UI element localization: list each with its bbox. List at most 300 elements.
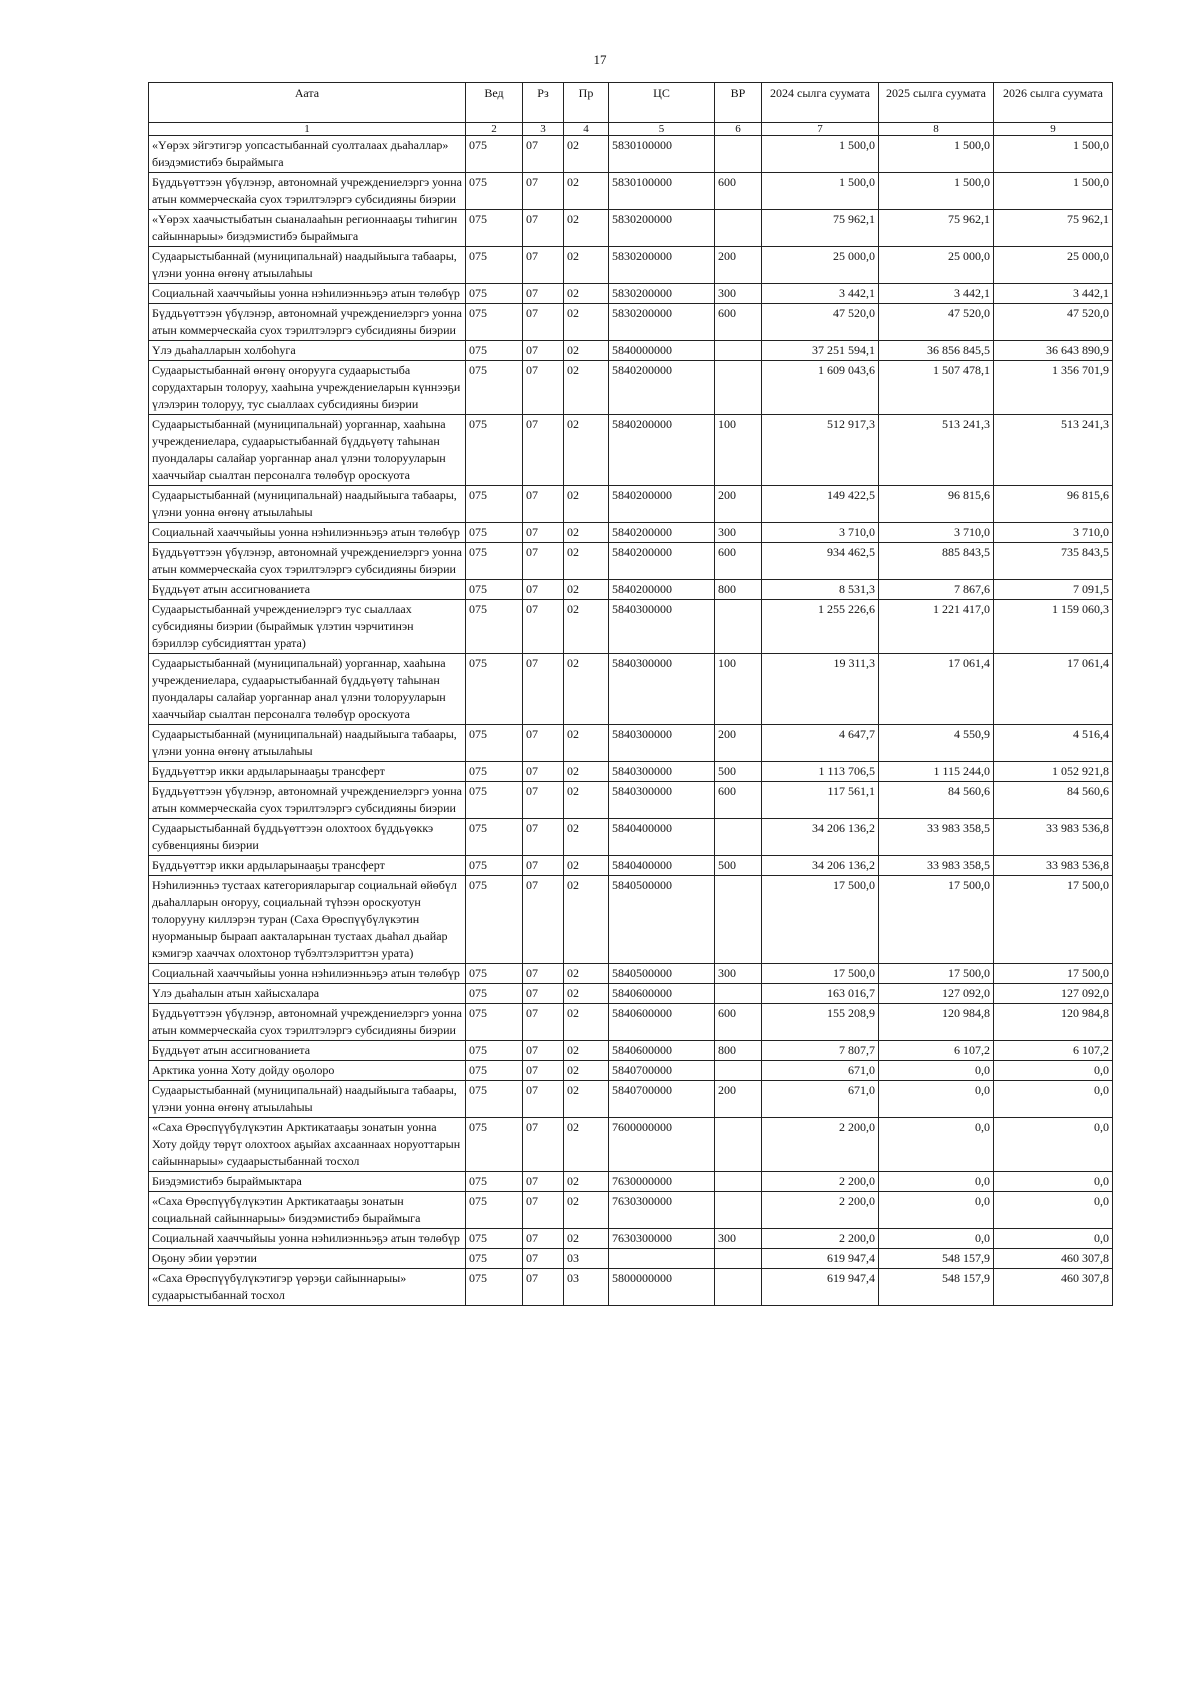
- row-ved: 075: [466, 284, 523, 304]
- row-amount-2024: 155 208,9: [762, 1004, 879, 1041]
- table-row: [149, 819, 1113, 856]
- row-pr: 02: [564, 361, 609, 415]
- row-vr: 600: [715, 173, 762, 210]
- row-vr: 200: [715, 486, 762, 523]
- row-vr: [715, 1269, 762, 1306]
- row-pr: 02: [564, 543, 609, 580]
- row-vr: 300: [715, 523, 762, 543]
- row-cs: 5840700000: [609, 1081, 715, 1118]
- row-name: Үлэ дьаһалларын холбоһуга: [149, 341, 466, 361]
- row-amount-2026: 3 710,0: [994, 523, 1113, 543]
- row-pr: 02: [564, 1118, 609, 1172]
- row-name: Судаарыстыбаннай (муниципальнай) уорганнар, хааһына учреждениелара, судаарыстыбаннай бүддьүөтү таһынан пуондалары салайар уорганнар анал үлэни толорууларын хааччыйар сыалтан персоналга төлөбүр ороскуота: [149, 654, 466, 725]
- row-amount-2024: 2 200,0: [762, 1118, 879, 1172]
- row-ved: 075: [466, 1041, 523, 1061]
- row-amount-2026: 7 091,5: [994, 580, 1113, 600]
- table-row: [149, 284, 1113, 304]
- row-ved: 075: [466, 1118, 523, 1172]
- row-rz: 07: [523, 361, 564, 415]
- row-rz: 07: [523, 341, 564, 361]
- row-name: Судаарыстыбаннай учреждениелэргэ тус сыаллаах субсидияны биэрии (быраймык үлэтин чэрчитинэн бэриллэр субсидияттан урата): [149, 600, 466, 654]
- row-name: Бүддьүөттээн үбүлэнэр, автономнай учреждениелэргэ уонна атын коммерческайа суох тэрилтэлэргэ субсидияны биэрии: [149, 1004, 466, 1041]
- row-vr: 500: [715, 856, 762, 876]
- row-vr: [715, 136, 762, 173]
- row-amount-2024: 163 016,7: [762, 984, 879, 1004]
- row-rz: 07: [523, 1061, 564, 1081]
- row-rz: 07: [523, 486, 564, 523]
- row-ved: 075: [466, 819, 523, 856]
- row-name: Судаарыстыбаннай (муниципальнай) наадыйыыга табаары, үлэни уонна өҥөнү атыылаһыы: [149, 247, 466, 284]
- row-vr: [715, 1172, 762, 1192]
- row-cs: 5840600000: [609, 1041, 715, 1061]
- table-row: [149, 543, 1113, 580]
- row-ved: 075: [466, 173, 523, 210]
- row-rz: 07: [523, 1192, 564, 1229]
- row-rz: 07: [523, 1249, 564, 1269]
- row-vr: [715, 341, 762, 361]
- header-pr: Пр: [564, 83, 609, 123]
- table-row: [149, 1061, 1113, 1081]
- row-ved: 075: [466, 341, 523, 361]
- page-number: 17: [593, 52, 607, 67]
- row-vr: [715, 819, 762, 856]
- row-ved: 075: [466, 1004, 523, 1041]
- row-amount-2026: 84 560,6: [994, 782, 1113, 819]
- row-ved: 075: [466, 856, 523, 876]
- row-rz: 07: [523, 600, 564, 654]
- row-amount-2026: 75 962,1: [994, 210, 1113, 247]
- column-number: 1: [149, 123, 466, 136]
- row-amount-2026: 1 052 921,8: [994, 762, 1113, 782]
- row-pr: 02: [564, 1192, 609, 1229]
- row-name: Судаарыстыбаннай бүддьүөттээн олохтоох бүддьүөккэ субвенцияны биэрии: [149, 819, 466, 856]
- row-amount-2024: 2 200,0: [762, 1172, 879, 1192]
- row-amount-2024: 2 200,0: [762, 1192, 879, 1229]
- row-name: Нэһилиэнньэ тустаах категорияларыгар социальнай өйөбүл дьаһалларын оҥоруу, социальнай түһээн ороскуотун толорууну киллэрэн туран (Саха Өрөспүүбүлүкэтин нуорманыыр быраап аакталарынан тустаах дьаһал дьайар кэмигэр хааччах олохтонор түбэлтэлэриттэн урата): [149, 876, 466, 964]
- row-cs: 5840200000: [609, 415, 715, 486]
- row-amount-2026: 0,0: [994, 1081, 1113, 1118]
- row-name: Оҕону эбии үөрэтии: [149, 1249, 466, 1269]
- row-cs: 5830100000: [609, 173, 715, 210]
- table-row: [149, 1229, 1113, 1249]
- row-amount-2024: 17 500,0: [762, 876, 879, 964]
- row-vr: [715, 210, 762, 247]
- row-pr: 03: [564, 1269, 609, 1306]
- header-name: Аата: [149, 83, 466, 123]
- column-number: 8: [879, 123, 994, 136]
- row-amount-2026: 735 843,5: [994, 543, 1113, 580]
- row-name: Социальнай хааччыйыы уонна нэһилиэнньэҕэ атын төлөбүр: [149, 523, 466, 543]
- row-amount-2024: 3 442,1: [762, 284, 879, 304]
- row-amount-2025: 0,0: [879, 1118, 994, 1172]
- table-row: [149, 580, 1113, 600]
- row-pr: 02: [564, 654, 609, 725]
- row-amount-2025: 96 815,6: [879, 486, 994, 523]
- row-pr: 02: [564, 964, 609, 984]
- row-amount-2026: 460 307,8: [994, 1249, 1113, 1269]
- row-amount-2024: 34 206 136,2: [762, 819, 879, 856]
- table-row: [149, 341, 1113, 361]
- row-name: Судаарыстыбаннай (муниципальнай) наадыйыыга табаары, үлэни уонна өҥөнү атыылаһыы: [149, 486, 466, 523]
- row-pr: 02: [564, 1004, 609, 1041]
- row-amount-2024: 19 311,3: [762, 654, 879, 725]
- row-pr: 02: [564, 876, 609, 964]
- table-row: [149, 856, 1113, 876]
- row-ved: 075: [466, 210, 523, 247]
- row-cs: 5840600000: [609, 1004, 715, 1041]
- table-row: [149, 654, 1113, 725]
- row-name: Бүддьүөттээн үбүлэнэр, автономнай учреждениелэргэ уонна атын коммерческайа суох тэрилтэлэргэ субсидияны биэрии: [149, 782, 466, 819]
- row-amount-2026: 33 983 536,8: [994, 819, 1113, 856]
- row-amount-2025: 1 500,0: [879, 136, 994, 173]
- row-ved: 075: [466, 361, 523, 415]
- row-amount-2025: 25 000,0: [879, 247, 994, 284]
- row-name: Бүддьүөттээн үбүлэнэр, автономнай учреждениелэргэ уонна атын коммерческайа суох тэрилтэлэргэ субсидияны биэрии: [149, 543, 466, 580]
- row-rz: 07: [523, 1172, 564, 1192]
- row-vr: 600: [715, 1004, 762, 1041]
- row-rz: 07: [523, 1269, 564, 1306]
- table-row: [149, 876, 1113, 964]
- row-amount-2025: 47 520,0: [879, 304, 994, 341]
- table-row: [149, 304, 1113, 341]
- row-cs: 5840300000: [609, 600, 715, 654]
- row-ved: 075: [466, 600, 523, 654]
- row-rz: 07: [523, 136, 564, 173]
- row-amount-2024: 1 255 226,6: [762, 600, 879, 654]
- row-name: «Саха Өрөспүүбүлүкэтин Арктикатааҕы зонатын уонна Хоту дойду төрүт олохтоох аҕыйах ахсааннаах норуоттарын сайыннарыы» судаарыстыбаннай тосхол: [149, 1118, 466, 1172]
- row-vr: [715, 1249, 762, 1269]
- row-ved: 075: [466, 964, 523, 984]
- row-cs: 5840400000: [609, 856, 715, 876]
- row-pr: 02: [564, 415, 609, 486]
- row-pr: 02: [564, 856, 609, 876]
- row-ved: 075: [466, 762, 523, 782]
- row-rz: 07: [523, 654, 564, 725]
- row-name: «Саха Өрөспүүбүлүкэтигэр үөрэҕи сайыннарыы» судаарыстыбаннай тосхол: [149, 1269, 466, 1306]
- row-amount-2025: 548 157,9: [879, 1249, 994, 1269]
- row-rz: 07: [523, 580, 564, 600]
- row-amount-2025: 0,0: [879, 1061, 994, 1081]
- row-rz: 07: [523, 173, 564, 210]
- row-name: Социальнай хааччыйыы уонна нэһилиэнньэҕэ атын төлөбүр: [149, 1229, 466, 1249]
- table-row: [149, 762, 1113, 782]
- row-cs: 7630300000: [609, 1229, 715, 1249]
- row-amount-2025: 17 500,0: [879, 876, 994, 964]
- row-amount-2026: 17 061,4: [994, 654, 1113, 725]
- row-cs: 5840200000: [609, 523, 715, 543]
- row-ved: 075: [466, 1061, 523, 1081]
- row-vr: 100: [715, 654, 762, 725]
- row-cs: 5840600000: [609, 984, 715, 1004]
- row-ved: 075: [466, 1192, 523, 1229]
- row-amount-2026: 36 643 890,9: [994, 341, 1113, 361]
- row-rz: 07: [523, 415, 564, 486]
- row-cs: 5840200000: [609, 543, 715, 580]
- row-amount-2024: 619 947,4: [762, 1249, 879, 1269]
- table-row: [149, 964, 1113, 984]
- row-amount-2024: 25 000,0: [762, 247, 879, 284]
- row-rz: 07: [523, 1118, 564, 1172]
- row-amount-2025: 6 107,2: [879, 1041, 994, 1061]
- table-row: [149, 782, 1113, 819]
- row-amount-2026: 0,0: [994, 1229, 1113, 1249]
- row-amount-2025: 7 867,6: [879, 580, 994, 600]
- row-amount-2026: 0,0: [994, 1061, 1113, 1081]
- row-amount-2025: 0,0: [879, 1172, 994, 1192]
- table-row: [149, 136, 1113, 173]
- row-cs: 7630000000: [609, 1172, 715, 1192]
- row-ved: 075: [466, 136, 523, 173]
- row-amount-2026: 25 000,0: [994, 247, 1113, 284]
- row-amount-2024: 47 520,0: [762, 304, 879, 341]
- table-row: [149, 600, 1113, 654]
- row-amount-2026: 513 241,3: [994, 415, 1113, 486]
- row-rz: 07: [523, 284, 564, 304]
- row-pr: 02: [564, 210, 609, 247]
- row-ved: 075: [466, 580, 523, 600]
- row-ved: 075: [466, 654, 523, 725]
- row-amount-2025: 3 442,1: [879, 284, 994, 304]
- row-amount-2024: 2 200,0: [762, 1229, 879, 1249]
- row-pr: 02: [564, 523, 609, 543]
- table-row: [149, 1118, 1113, 1172]
- row-name: Биэдэмистибэ быраймыктара: [149, 1172, 466, 1192]
- column-number: 6: [715, 123, 762, 136]
- row-pr: 02: [564, 819, 609, 856]
- row-amount-2024: 8 531,3: [762, 580, 879, 600]
- row-name: Судаарыстыбаннай (муниципальнай) наадыйыыга табаары, үлэни уонна өҥөнү атыылаһыы: [149, 1081, 466, 1118]
- row-amount-2026: 6 107,2: [994, 1041, 1113, 1061]
- row-amount-2026: 4 516,4: [994, 725, 1113, 762]
- table-row: [149, 415, 1113, 486]
- row-amount-2026: 96 815,6: [994, 486, 1113, 523]
- row-amount-2024: 1 500,0: [762, 136, 879, 173]
- row-ved: 075: [466, 876, 523, 964]
- row-vr: 200: [715, 247, 762, 284]
- row-rz: 07: [523, 304, 564, 341]
- row-amount-2026: 0,0: [994, 1192, 1113, 1229]
- row-amount-2025: 120 984,8: [879, 1004, 994, 1041]
- row-amount-2024: 75 962,1: [762, 210, 879, 247]
- row-vr: 300: [715, 1229, 762, 1249]
- row-ved: 075: [466, 1229, 523, 1249]
- row-amount-2026: 1 159 060,3: [994, 600, 1113, 654]
- row-pr: 02: [564, 284, 609, 304]
- row-pr: 02: [564, 486, 609, 523]
- row-vr: [715, 361, 762, 415]
- row-vr: 300: [715, 284, 762, 304]
- row-amount-2024: 117 561,1: [762, 782, 879, 819]
- row-vr: 300: [715, 964, 762, 984]
- column-number: 5: [609, 123, 715, 136]
- row-amount-2026: 460 307,8: [994, 1269, 1113, 1306]
- row-rz: 07: [523, 523, 564, 543]
- row-amount-2026: 120 984,8: [994, 1004, 1113, 1041]
- row-pr: 02: [564, 580, 609, 600]
- row-pr: 02: [564, 1041, 609, 1061]
- row-cs: 5830200000: [609, 247, 715, 284]
- table-row: [149, 173, 1113, 210]
- row-name: «Үөрэх хаачыстыбатын сыаналааһын регионнааҕы тиһигин сайыннарыы» биэдэмистибэ быраймыга: [149, 210, 466, 247]
- row-amount-2024: 149 422,5: [762, 486, 879, 523]
- table-row: [149, 1004, 1113, 1041]
- row-rz: 07: [523, 762, 564, 782]
- row-vr: [715, 600, 762, 654]
- row-rz: 07: [523, 984, 564, 1004]
- row-amount-2024: 1 113 706,5: [762, 762, 879, 782]
- row-amount-2026: 1 500,0: [994, 173, 1113, 210]
- row-rz: 07: [523, 1229, 564, 1249]
- row-amount-2026: 1 356 701,9: [994, 361, 1113, 415]
- row-amount-2026: 17 500,0: [994, 876, 1113, 964]
- row-rz: 07: [523, 725, 564, 762]
- row-name: «Үөрэх эйгэтигэр уопсастыбаннай суолталаах дьаһаллар» биэдэмистибэ быраймыга: [149, 136, 466, 173]
- table-row: [149, 1249, 1113, 1269]
- row-ved: 075: [466, 1172, 523, 1192]
- row-name: Бүддьүөттэр икки ардыларынааҕы трансферт: [149, 762, 466, 782]
- row-rz: 07: [523, 1081, 564, 1118]
- row-ved: 075: [466, 782, 523, 819]
- row-cs: 7630300000: [609, 1192, 715, 1229]
- table-row: [149, 1192, 1113, 1229]
- row-amount-2025: 127 092,0: [879, 984, 994, 1004]
- row-name: Социальнай хааччыйыы уонна нэһилиэнньэҕэ атын төлөбүр: [149, 964, 466, 984]
- row-name: Судаарыстыбаннай өҥөнү оҥорууга судаарыстыба сорудахтарын толоруу, хааһына учреждениеларын күннээҕи үлэлэрин толоруу, тус сыаллаах субсидияны биэрии: [149, 361, 466, 415]
- row-amount-2024: 512 917,3: [762, 415, 879, 486]
- row-cs: 5840400000: [609, 819, 715, 856]
- row-pr: 02: [564, 341, 609, 361]
- row-ved: 075: [466, 523, 523, 543]
- row-cs: 5840200000: [609, 580, 715, 600]
- row-amount-2025: 885 843,5: [879, 543, 994, 580]
- row-name: Арктика уонна Хоту дойду оҕолоро: [149, 1061, 466, 1081]
- header-vr: ВР: [715, 83, 762, 123]
- row-rz: 07: [523, 856, 564, 876]
- row-cs: 5840300000: [609, 654, 715, 725]
- column-number: 2: [466, 123, 523, 136]
- table-body: [149, 136, 1113, 1306]
- row-ved: 075: [466, 304, 523, 341]
- row-name: Бүддьүөт атын ассигнованиета: [149, 1041, 466, 1061]
- row-ved: 075: [466, 543, 523, 580]
- row-vr: 600: [715, 782, 762, 819]
- table-row: [149, 523, 1113, 543]
- row-name: Бүддьүөттээн үбүлэнэр, автономнай учреждениелэргэ уонна атын коммерческайа суох тэрилтэлэргэ субсидияны биэрии: [149, 173, 466, 210]
- row-amount-2025: 3 710,0: [879, 523, 994, 543]
- row-vr: [715, 984, 762, 1004]
- row-amount-2025: 4 550,9: [879, 725, 994, 762]
- row-cs: [609, 1249, 715, 1269]
- row-pr: 02: [564, 1061, 609, 1081]
- row-cs: 5840000000: [609, 341, 715, 361]
- row-rz: 07: [523, 247, 564, 284]
- row-amount-2025: 1 115 244,0: [879, 762, 994, 782]
- table-row: [149, 1081, 1113, 1118]
- row-ved: 075: [466, 1081, 523, 1118]
- row-amount-2025: 0,0: [879, 1192, 994, 1229]
- row-pr: 02: [564, 984, 609, 1004]
- row-rz: 07: [523, 876, 564, 964]
- row-vr: [715, 1118, 762, 1172]
- row-amount-2024: 619 947,4: [762, 1269, 879, 1306]
- row-amount-2024: 4 647,7: [762, 725, 879, 762]
- row-vr: [715, 1061, 762, 1081]
- header-cs: ЦС: [609, 83, 715, 123]
- row-cs: 7600000000: [609, 1118, 715, 1172]
- row-amount-2024: 1 500,0: [762, 173, 879, 210]
- row-pr: 02: [564, 762, 609, 782]
- header-rz: Рз: [523, 83, 564, 123]
- row-name: Бүддьүөт атын ассигнованиета: [149, 580, 466, 600]
- row-amount-2025: 1 507 478,1: [879, 361, 994, 415]
- row-vr: 600: [715, 543, 762, 580]
- row-cs: 5840300000: [609, 725, 715, 762]
- row-amount-2025: 0,0: [879, 1229, 994, 1249]
- table-row: [149, 361, 1113, 415]
- row-ved: 075: [466, 725, 523, 762]
- row-amount-2025: 33 983 358,5: [879, 856, 994, 876]
- row-vr: 800: [715, 1041, 762, 1061]
- row-amount-2025: 75 962,1: [879, 210, 994, 247]
- table-row: [149, 210, 1113, 247]
- row-pr: 02: [564, 304, 609, 341]
- column-number: 3: [523, 123, 564, 136]
- row-vr: 200: [715, 725, 762, 762]
- row-rz: 07: [523, 1041, 564, 1061]
- row-pr: 02: [564, 1172, 609, 1192]
- table-header-row: [149, 83, 1113, 123]
- row-name: Бүддьүөттэр икки ардыларынааҕы трансферт: [149, 856, 466, 876]
- row-amount-2025: 84 560,6: [879, 782, 994, 819]
- row-vr: 200: [715, 1081, 762, 1118]
- table-row: [149, 1041, 1113, 1061]
- row-vr: 500: [715, 762, 762, 782]
- row-rz: 07: [523, 964, 564, 984]
- row-ved: 075: [466, 984, 523, 1004]
- row-cs: 5830200000: [609, 304, 715, 341]
- row-amount-2026: 17 500,0: [994, 964, 1113, 984]
- row-cs: 5830200000: [609, 210, 715, 247]
- table-row: [149, 486, 1113, 523]
- table-row: [149, 984, 1113, 1004]
- row-cs: 5800000000: [609, 1269, 715, 1306]
- row-cs: 5840200000: [609, 361, 715, 415]
- row-amount-2025: 548 157,9: [879, 1269, 994, 1306]
- row-pr: 03: [564, 1249, 609, 1269]
- row-cs: 5830200000: [609, 284, 715, 304]
- table-row: [149, 725, 1113, 762]
- row-ved: 075: [466, 486, 523, 523]
- row-amount-2026: 127 092,0: [994, 984, 1113, 1004]
- row-amount-2025: 0,0: [879, 1081, 994, 1118]
- row-name: Үлэ дьаһалын атын хайысхалара: [149, 984, 466, 1004]
- row-vr: [715, 876, 762, 964]
- row-amount-2026: 1 500,0: [994, 136, 1113, 173]
- row-amount-2024: 7 807,7: [762, 1041, 879, 1061]
- row-cs: 5830100000: [609, 136, 715, 173]
- row-rz: 07: [523, 543, 564, 580]
- row-amount-2025: 1 500,0: [879, 173, 994, 210]
- row-name: Бүддьүөттээн үбүлэнэр, автономнай учреждениелэргэ уонна атын коммерческайа суох тэрилтэлэргэ субсидияны биэрии: [149, 304, 466, 341]
- row-amount-2026: 33 983 536,8: [994, 856, 1113, 876]
- row-vr: 800: [715, 580, 762, 600]
- row-pr: 02: [564, 173, 609, 210]
- column-number: 9: [994, 123, 1113, 136]
- row-ved: 075: [466, 1269, 523, 1306]
- row-vr: 100: [715, 415, 762, 486]
- row-amount-2026: 0,0: [994, 1172, 1113, 1192]
- row-amount-2025: 33 983 358,5: [879, 819, 994, 856]
